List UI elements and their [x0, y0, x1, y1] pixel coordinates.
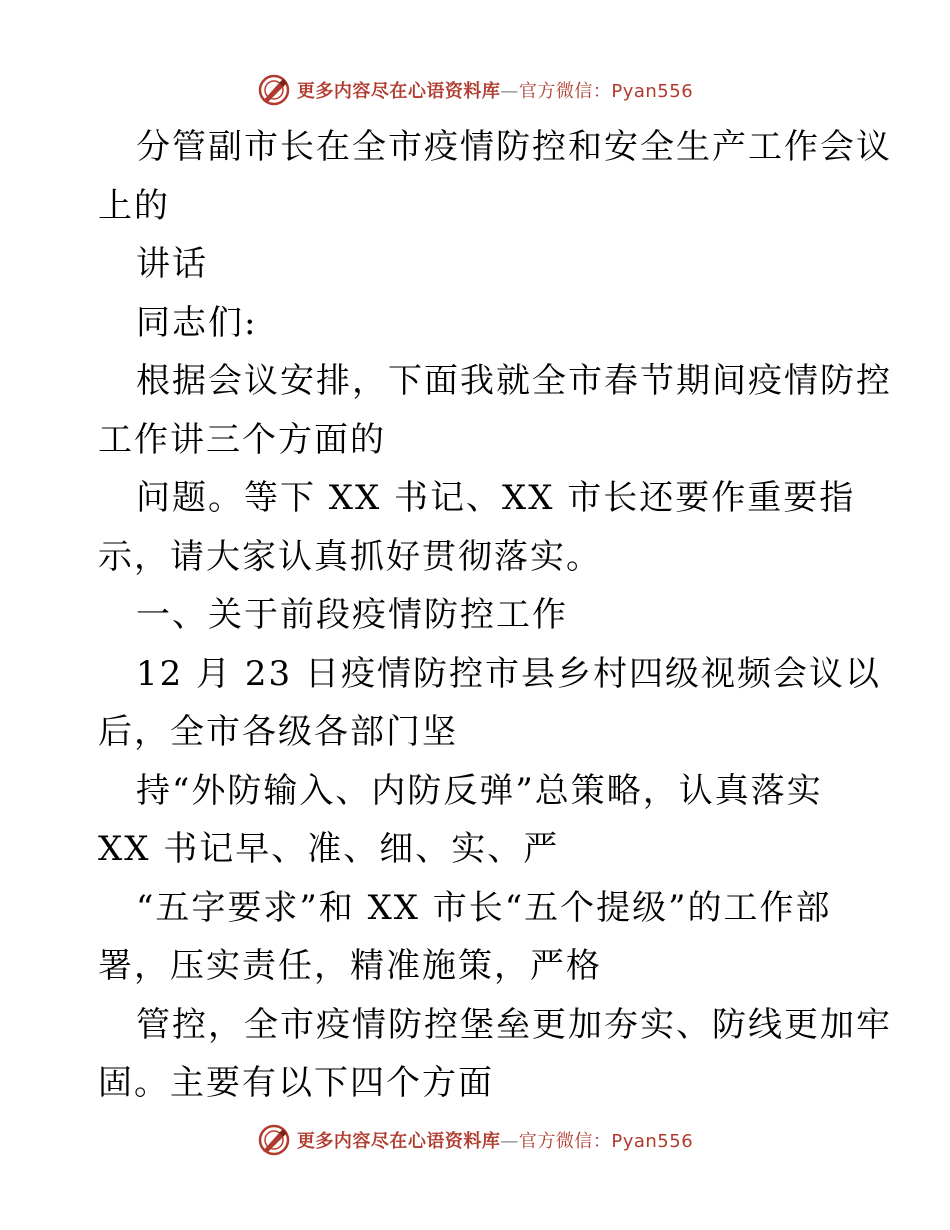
document-line: 同志们: [136, 302, 258, 343]
watermark-header [0, 70, 950, 110]
document-line: 持“外防输入、内防反弹”总策略，认真落实 [136, 770, 823, 811]
watermark-footer [0, 1120, 950, 1160]
watermark-text [297, 77, 693, 103]
watermark-contact-label: 官方微信： [518, 1131, 612, 1152]
watermark-name: 更多内容尽在心语资料库 [296, 1131, 501, 1152]
document-line: 根据会议安排，下面我就全市春节期间疫情防控 [136, 361, 892, 401]
document-line: 讲话 [136, 244, 208, 284]
document-line: 上的 [98, 185, 170, 226]
document-line: 后，全市各级各部门坚 [98, 712, 458, 752]
document-body [98, 118, 892, 1113]
watermark-separator: — [500, 1131, 519, 1152]
watermark-name: 更多内容尽在心语资料库 [296, 81, 501, 102]
pen-logo-icon [257, 1123, 291, 1157]
watermark-contact-id: Pyan556 [611, 81, 694, 102]
document-line: 工作讲三个方面的 [98, 419, 386, 460]
document-line: “五字要求”和 XX 市长“五个提级”的工作部 [136, 887, 832, 928]
document-line: 12 月 23 日疫情防控市县乡村四级视频会议以 [136, 653, 881, 694]
document-line: 管控，全市疫情防控堡垒更加夯实、防线更加牢 [136, 1004, 892, 1045]
watermark-contact-id: Pyan556 [611, 1131, 694, 1152]
document-line: 一、关于前段疫情防控工作 [136, 595, 568, 635]
document-line: 固。主要有以下四个方面 [98, 1063, 494, 1103]
pen-logo-icon [257, 73, 291, 107]
watermark-separator: — [500, 81, 519, 102]
document-line: 示，请大家认真抓好贯彻落实。 [98, 536, 602, 577]
document-line: XX 书记早、准、细、实、严 [98, 829, 560, 869]
watermark-text [297, 1127, 693, 1153]
document-line: 分管副市长在全市疫情防控和安全生产工作会议 [136, 127, 892, 167]
watermark-contact-label: 官方微信： [518, 81, 612, 102]
document-line: 问题。等下 XX 书记、XX 市长还要作重要指 [136, 478, 856, 518]
document-line: 署，压实责任，精准施策，严格 [98, 946, 602, 986]
